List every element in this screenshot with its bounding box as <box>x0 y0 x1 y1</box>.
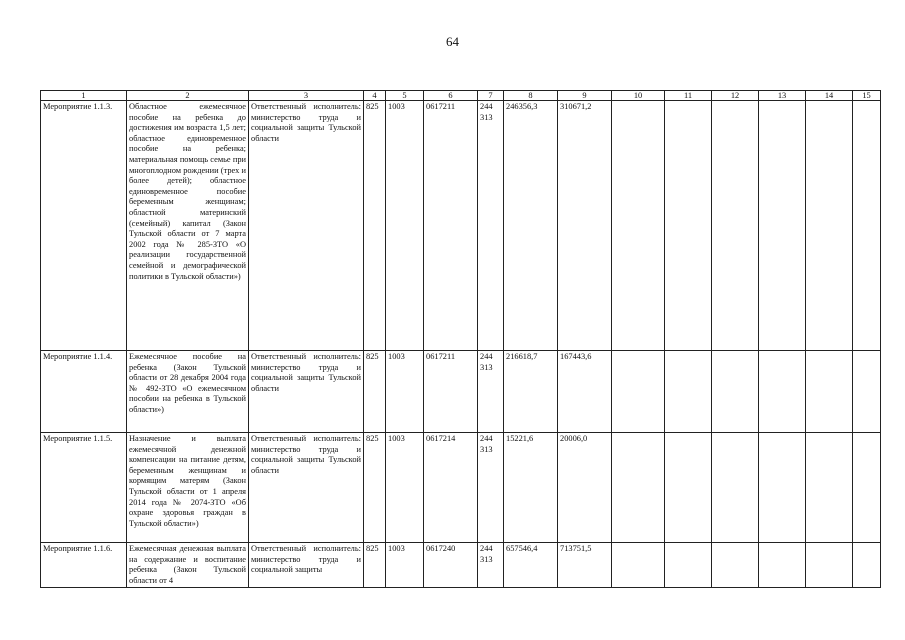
measure-cell: Мероприятие 1.1.5. <box>41 433 127 543</box>
measure-cell: Мероприятие 1.1.4. <box>41 351 127 433</box>
description-cell: Ежемесячная денежная выплата на содержание и воспитание ребенка (Закон Тульской области от 4 <box>127 543 249 588</box>
measure-cell: Мероприятие 1.1.6. <box>41 543 127 588</box>
executor-cell: Ответственный исполнитель: министерство труда и социальной защиты Тульской области <box>249 433 364 543</box>
empty-cell <box>759 101 806 351</box>
cell-col4: 825 <box>364 543 386 588</box>
empty-cell <box>712 433 759 543</box>
cell-col8: 15221,6 <box>504 433 558 543</box>
cell-col5: 1003 <box>386 543 424 588</box>
empty-cell <box>853 433 881 543</box>
empty-cell <box>853 543 881 588</box>
table-row <box>41 433 881 543</box>
cell-col9: 20006,0 <box>558 433 612 543</box>
cell-col6: 0617211 <box>424 101 478 351</box>
column-header: 12 <box>712 91 759 101</box>
cell-col8: 246356,3 <box>504 101 558 351</box>
table-row <box>41 101 881 351</box>
column-header: 10 <box>612 91 665 101</box>
executor-cell: Ответственный исполнитель: министерство труда и социальной защиты <box>249 543 364 588</box>
empty-cell <box>665 433 712 543</box>
empty-cell <box>806 433 853 543</box>
column-header: 4 <box>364 91 386 101</box>
column-header: 7 <box>478 91 504 101</box>
column-header: 9 <box>558 91 612 101</box>
header-row <box>41 91 881 101</box>
empty-cell <box>612 433 665 543</box>
empty-cell <box>665 543 712 588</box>
empty-cell <box>759 433 806 543</box>
cell-col9: 310671,2 <box>558 101 612 351</box>
cell-col5: 1003 <box>386 101 424 351</box>
description-cell: Назначение и выплата ежемесячной денежной компенсации на питание детям, беременным женщинам и кормящим матерям (Закон Тульской области от 1 апреля 2014 года № 2074-ЗТО «Об охране здоровья граждан в Тульской области») <box>127 433 249 543</box>
table-row <box>41 351 881 433</box>
column-header: 5 <box>386 91 424 101</box>
cell-col9: 167443,6 <box>558 351 612 433</box>
empty-cell <box>612 101 665 351</box>
empty-cell <box>665 351 712 433</box>
budget-table <box>40 90 881 588</box>
cell-col5: 1003 <box>386 433 424 543</box>
cell-col7: 244 313 <box>478 543 504 588</box>
empty-cell <box>853 101 881 351</box>
cell-col4: 825 <box>364 101 386 351</box>
column-header: 14 <box>806 91 853 101</box>
cell-col6: 0617240 <box>424 543 478 588</box>
empty-cell <box>759 543 806 588</box>
description-cell: Областное ежемесячное пособие на ребенка до достижения им возраста 1,5 лет; областное единовременное пособие на ребенка; материальная помощь семье при многоплодном рождении (трех и более детей); областное единовременное пособие беременным женщинам; областной материнский (семейный) капитал (Закон Тульской области от 7 марта 2002 года № 285-ЗТО «О реализации государственной семейной и демографической политики в Тульской области») <box>127 101 249 351</box>
measure-cell: Мероприятие 1.1.3. <box>41 101 127 351</box>
cell-col8: 657546,4 <box>504 543 558 588</box>
cell-col6: 0617214 <box>424 433 478 543</box>
cell-col4: 825 <box>364 433 386 543</box>
column-header: 8 <box>504 91 558 101</box>
column-header: 3 <box>249 91 364 101</box>
cell-col8: 216618,7 <box>504 351 558 433</box>
empty-cell <box>665 101 712 351</box>
cell-col7: 244 313 <box>478 351 504 433</box>
executor-cell: Ответственный исполнитель: министерство труда и социальной защиты Тульской области <box>249 101 364 351</box>
empty-cell <box>806 543 853 588</box>
empty-cell <box>759 351 806 433</box>
column-header: 11 <box>665 91 712 101</box>
cell-col6: 0617211 <box>424 351 478 433</box>
column-header: 15 <box>853 91 881 101</box>
column-header: 1 <box>41 91 127 101</box>
table-row <box>41 543 881 588</box>
description-cell: Ежемесячное пособие на ребенка (Закон Тульской области от 28 декабря 2004 года № 492-ЗТО «О ежемесячном пособии на ребенка в Тульской области») <box>127 351 249 433</box>
empty-cell <box>612 543 665 588</box>
cell-col4: 825 <box>364 351 386 433</box>
column-header: 13 <box>759 91 806 101</box>
empty-cell <box>612 351 665 433</box>
column-header: 6 <box>424 91 478 101</box>
empty-cell <box>806 101 853 351</box>
column-header: 2 <box>127 91 249 101</box>
cell-col9: 713751,5 <box>558 543 612 588</box>
empty-cell <box>712 543 759 588</box>
page-number: 64 <box>446 34 459 49</box>
executor-cell: Ответственный исполнитель: министерство труда и социальной защиты Тульской области <box>249 351 364 433</box>
empty-cell <box>853 351 881 433</box>
cell-col7: 244 313 <box>478 433 504 543</box>
empty-cell <box>806 351 853 433</box>
empty-cell <box>712 351 759 433</box>
cell-col5: 1003 <box>386 351 424 433</box>
empty-cell <box>712 101 759 351</box>
cell-col7: 244 313 <box>478 101 504 351</box>
